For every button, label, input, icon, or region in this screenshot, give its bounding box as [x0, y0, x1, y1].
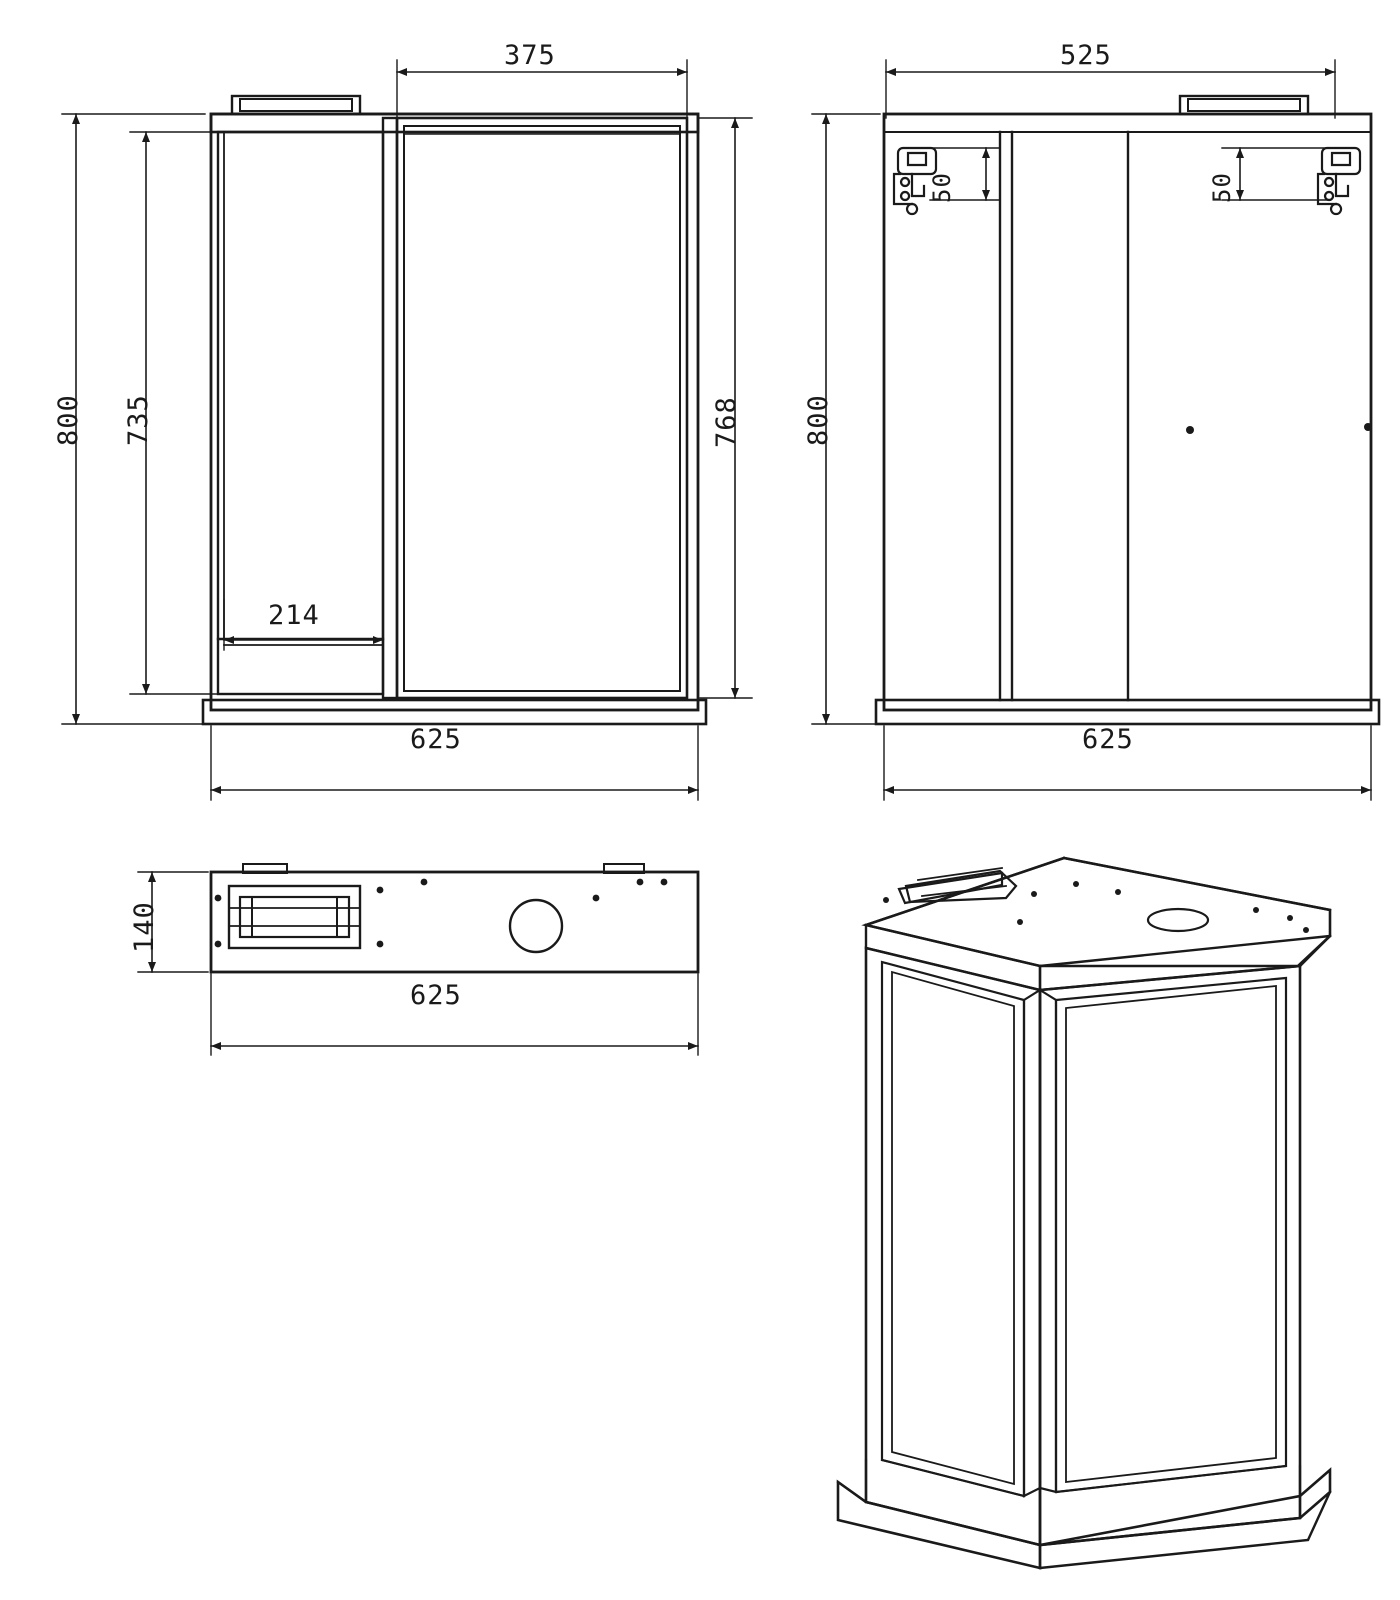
dimension-label-top-width: 625	[410, 980, 462, 1011]
dimension-label-rear-overall-height: 800	[803, 394, 834, 446]
top-view	[138, 864, 698, 1055]
dimension-label-front-overall-height: 800	[53, 394, 84, 446]
isometric-view	[838, 858, 1330, 1568]
dimension-label-front-inner-height: 735	[123, 394, 154, 446]
dimension-label-front-door-width: 375	[504, 40, 556, 71]
rear-view	[812, 60, 1379, 800]
dimension-label-rear-bracket-offset-right: 50	[1208, 172, 1236, 203]
dimension-label-rear-overall-width: 625	[1082, 724, 1134, 755]
dimension-label-rear-bracket-offset-left: 50	[928, 172, 956, 203]
dimension-label-rear-panel-width: 525	[1060, 40, 1112, 71]
dimension-label-front-overall-width: 625	[410, 724, 462, 755]
dimension-label-front-shelf-width: 214	[268, 600, 320, 631]
dimension-label-front-door-height: 768	[711, 396, 742, 448]
dimension-label-top-depth: 140	[129, 901, 160, 953]
front-view	[62, 60, 752, 800]
